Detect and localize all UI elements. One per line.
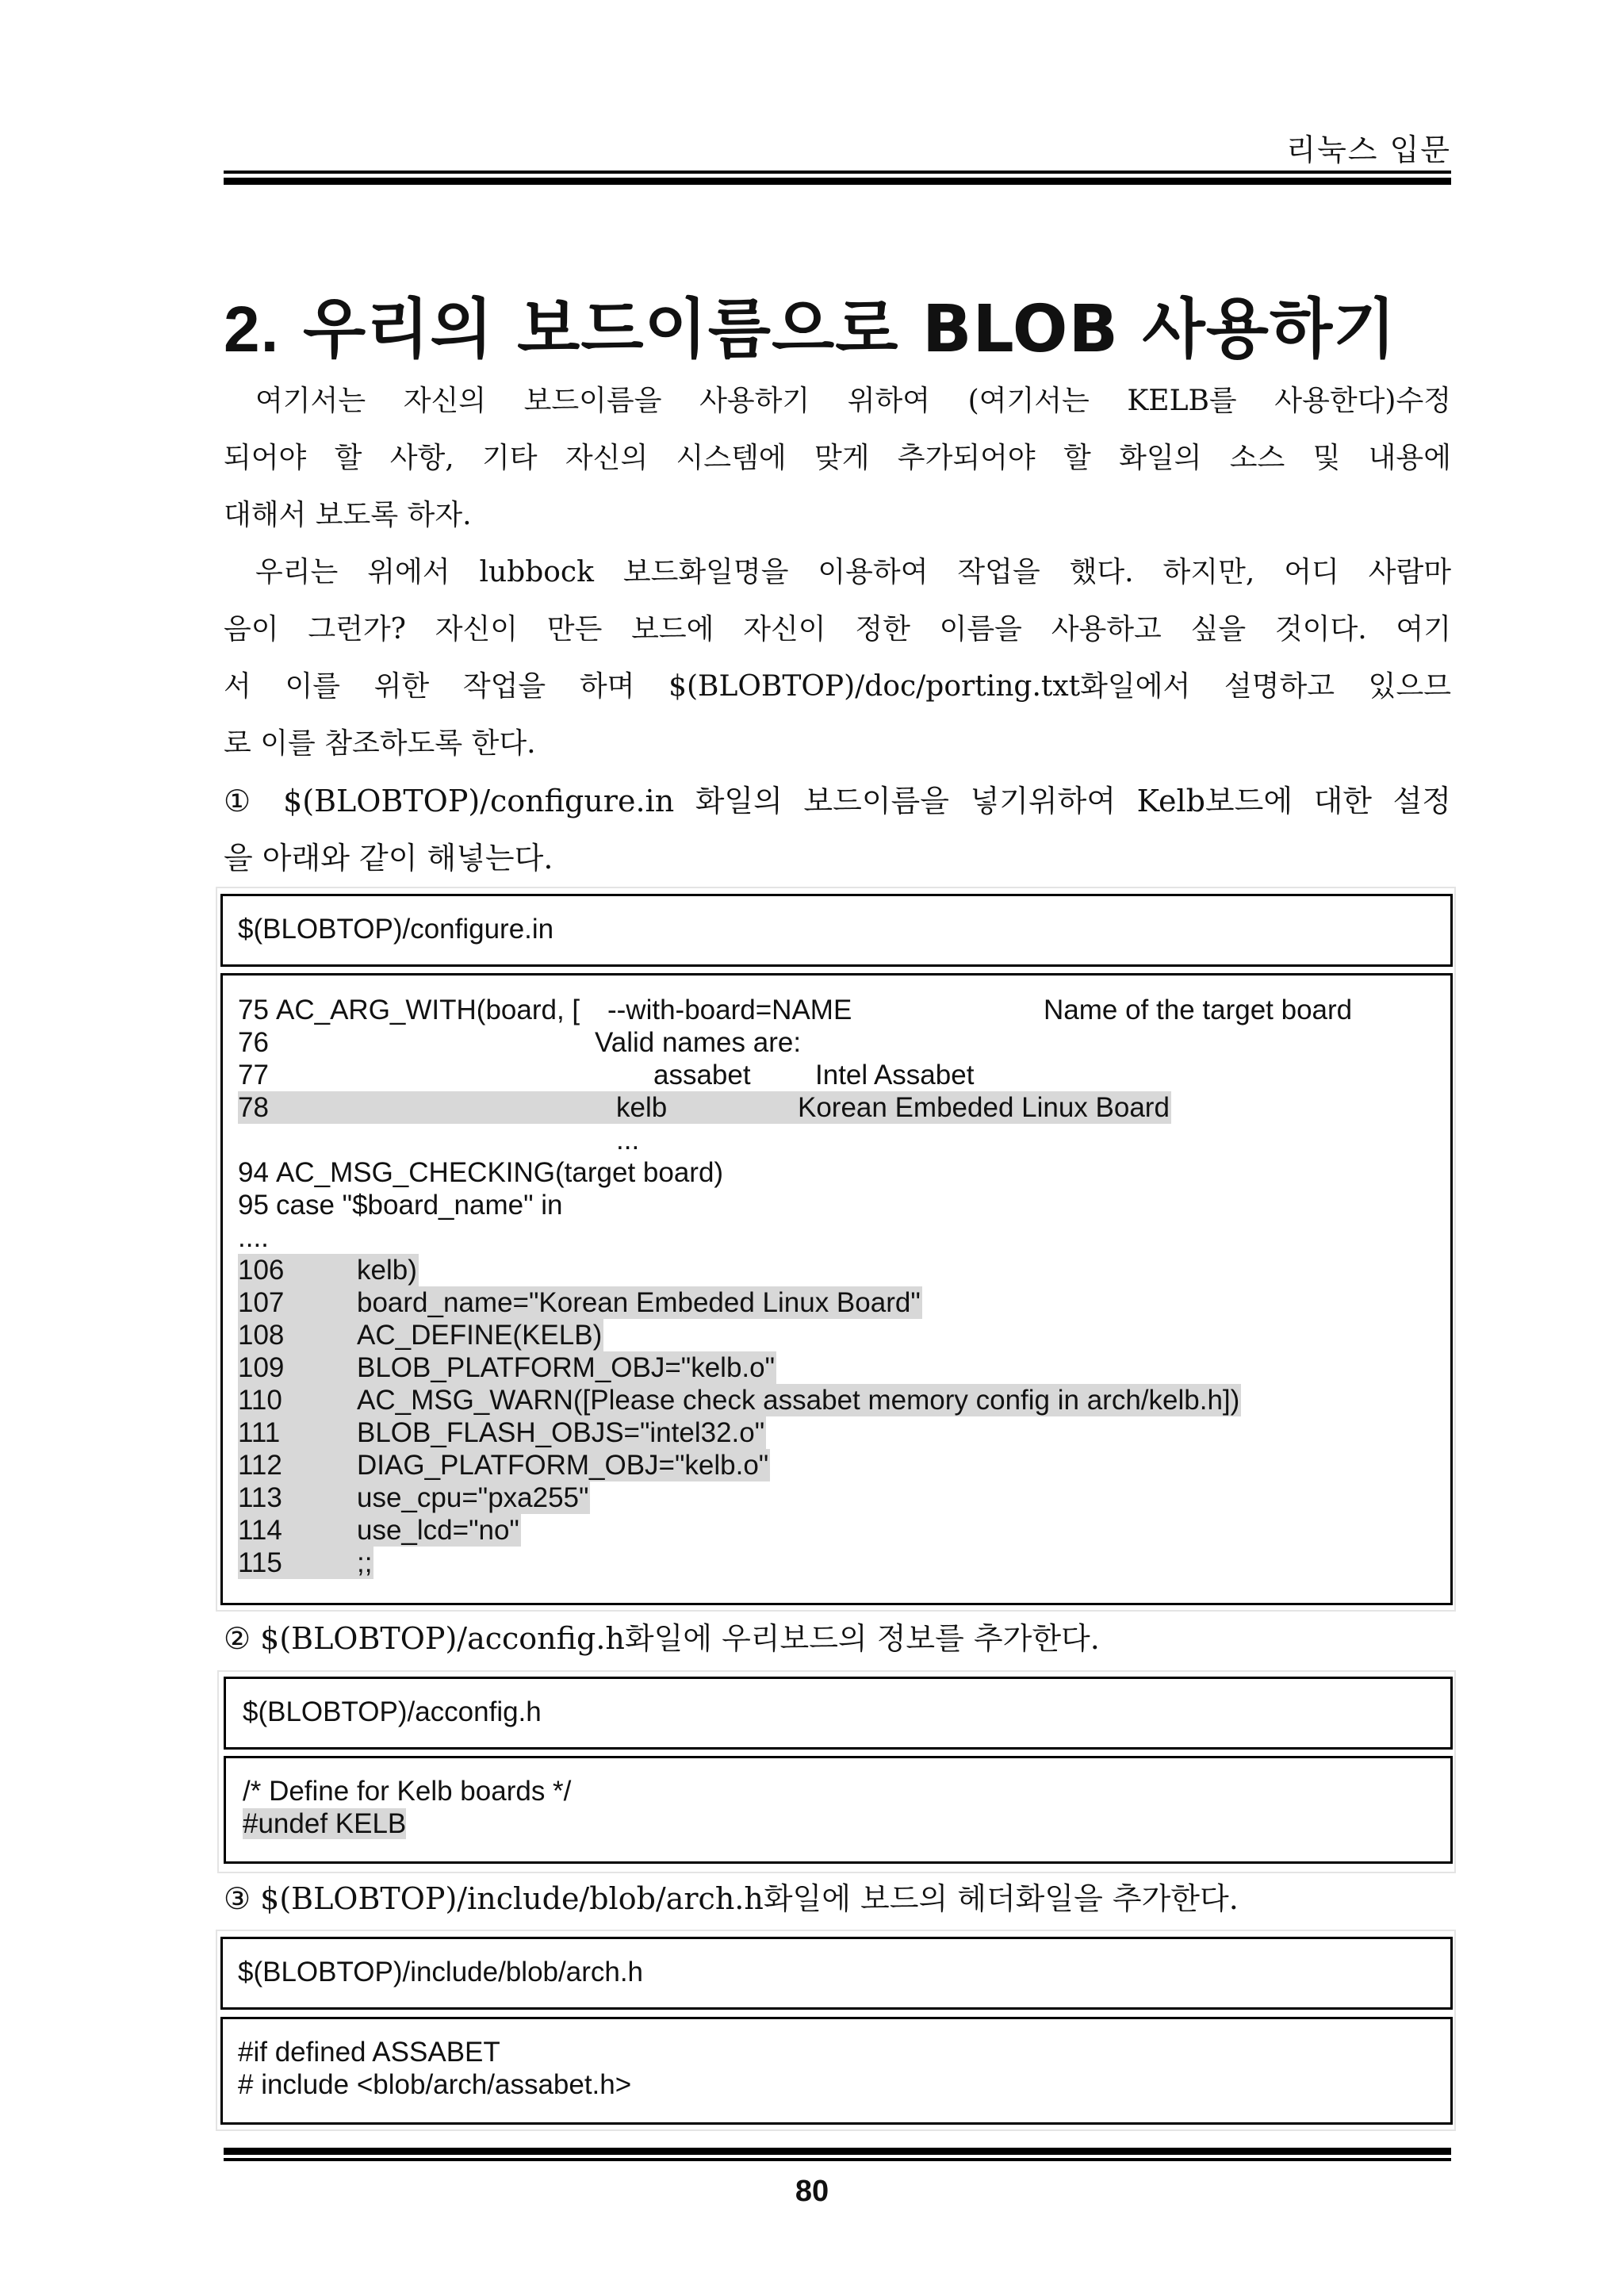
code-text: #if defined ASSABET bbox=[238, 2037, 500, 2068]
code-line bbox=[238, 1449, 1427, 1481]
code-line bbox=[238, 1189, 1427, 1221]
code-text: Intel Assabet bbox=[815, 1060, 975, 1091]
section-number: 2. bbox=[224, 293, 280, 366]
footer-rule-top bbox=[224, 2148, 1451, 2155]
acconfig-file-label: $(BLOBTOP)/acconfig.h bbox=[243, 1696, 542, 1727]
paragraph-line: 대해서 보도록 하자. bbox=[224, 499, 472, 531]
code-text: AC_MSG_WARN([Please check assabet memory config in arch/kelb.h]) bbox=[357, 1385, 1240, 1416]
code-line-number: 113 bbox=[238, 1482, 282, 1513]
arch-h-code bbox=[238, 2036, 1427, 2107]
code-line-number: 76 bbox=[238, 1027, 269, 1058]
code-text: BLOB_PLATFORM_OBJ="kelb.o" bbox=[357, 1352, 776, 1383]
section-title-text: 우리의 보드이름으로 BLOB 사용하기 bbox=[302, 292, 1397, 367]
step-1-instruction bbox=[224, 772, 1451, 887]
paragraph-line: 여기서는 자신의 보드이름을 사용하기 위하여 (여기서는 KELB를 사용한다)수정 bbox=[255, 385, 1451, 417]
step-line: ③ $(BLOBTOP)/include/blob/arch.h화일에 보드의 헤더화일을 추가한다. bbox=[224, 1881, 1239, 1916]
configure-in-file-box bbox=[220, 894, 1453, 967]
code-text: # include <blob/arch/assabet.h> bbox=[238, 2069, 632, 2100]
step-line: 을 아래와 같이 해넣는다. bbox=[224, 841, 553, 876]
code-line bbox=[238, 1124, 1427, 1156]
code-line bbox=[238, 1416, 1427, 1449]
code-line-number: 107 bbox=[238, 1287, 285, 1318]
code-line-number: 109 bbox=[238, 1352, 285, 1383]
code-text: --with-board=NAME bbox=[607, 995, 852, 1025]
code-text: assabet bbox=[653, 1060, 751, 1091]
acconfig-code-box bbox=[224, 1756, 1453, 1864]
code-text: kelb) bbox=[357, 1255, 417, 1286]
code-line-number: 78 bbox=[238, 1092, 269, 1123]
code-line-number: 110 bbox=[238, 1385, 282, 1416]
code-line-number: 114 bbox=[238, 1515, 282, 1546]
code-text: kelb bbox=[616, 1092, 668, 1123]
code-line bbox=[238, 1384, 1427, 1416]
code-text: board_name="Korean Embeded Linux Board" bbox=[357, 1287, 921, 1318]
step-2-instruction bbox=[224, 1610, 1451, 1667]
configure-in-code bbox=[238, 994, 1427, 1596]
code-text: Name of the target board bbox=[1044, 995, 1353, 1025]
header-rule-bottom bbox=[224, 178, 1451, 185]
code-line-number: 106 bbox=[238, 1255, 285, 1286]
code-line-number: 111 bbox=[238, 1417, 281, 1448]
code-line-number: 112 bbox=[238, 1450, 282, 1481]
code-line-number: 75 bbox=[238, 995, 269, 1025]
code-text: Korean Embeded Linux Board bbox=[798, 1092, 1170, 1123]
paragraph-line: 서 이를 위한 작업을 하며 $(BLOBTOP)/doc/porting.txt화일에서 설명하고 있으므 bbox=[224, 670, 1451, 703]
configure-in-code-box bbox=[220, 973, 1453, 1605]
code-text: ;; bbox=[357, 1547, 373, 1578]
code-line bbox=[238, 1254, 1427, 1286]
code-line-number: .... bbox=[238, 1222, 269, 1253]
paragraph-line: 음이 그런가? 자신이 만든 보드에 자신이 정한 이름을 사용하고 싶을 것이다. 여기 bbox=[224, 613, 1451, 646]
code-line bbox=[238, 1221, 1427, 1254]
code-line bbox=[238, 1059, 1427, 1091]
code-text: AC_ARG_WITH(board, [ bbox=[276, 995, 580, 1025]
arch-h-file-label: $(BLOBTOP)/include/blob/arch.h bbox=[238, 1957, 644, 1987]
code-text: /* Define for Kelb boards */ bbox=[243, 1776, 572, 1807]
arch-h-file-box bbox=[220, 1937, 1453, 2010]
code-text: #undef KELB bbox=[243, 1808, 407, 1839]
code-line bbox=[238, 1514, 1427, 1547]
code-text: ... bbox=[616, 1125, 640, 1156]
paragraph-line: 우리는 위에서 lubbock 보드화일명을 이용하여 작업을 했다. 하지만, 어디 사람마 bbox=[255, 556, 1451, 588]
paragraph-explanation bbox=[224, 544, 1451, 772]
code-text: case "$board_name" in bbox=[276, 1190, 563, 1221]
code-line-number: 94 bbox=[238, 1157, 269, 1188]
paragraph-intro bbox=[224, 373, 1451, 544]
page-number: 80 bbox=[795, 2175, 829, 2208]
code-line-number: 77 bbox=[238, 1060, 269, 1091]
code-line bbox=[238, 1319, 1427, 1351]
code-text: DIAG_PLATFORM_OBJ="kelb.o" bbox=[357, 1450, 769, 1481]
acconfig-code bbox=[243, 1775, 1432, 1846]
code-text: Valid names are: bbox=[595, 1027, 802, 1058]
step-line: ① $(BLOBTOP)/configure.in 화일의 보드이름을 넣기위하여 Kelb보드에 대한 설정 bbox=[224, 784, 1451, 818]
paragraph-line: 되어야 할 사항, 기타 자신의 시스템에 맞게 추가되어야 할 화일의 소스 및 내용에 bbox=[224, 442, 1451, 474]
step-line: ② $(BLOBTOP)/acconfig.h화일에 우리보드의 정보를 추가한다. bbox=[224, 1621, 1100, 1656]
code-text: use_lcd="no" bbox=[357, 1515, 519, 1546]
header-rule-top bbox=[224, 171, 1451, 174]
section-title bbox=[224, 278, 1396, 370]
code-line bbox=[238, 2036, 500, 2068]
code-text: AC_MSG_CHECKING(target board) bbox=[276, 1157, 724, 1188]
code-line-number: 115 bbox=[238, 1547, 282, 1578]
code-line bbox=[243, 1807, 406, 1840]
code-line bbox=[238, 2068, 631, 2101]
code-text: BLOB_FLASH_OBJS="intel32.o" bbox=[357, 1417, 765, 1448]
code-line bbox=[238, 994, 1427, 1026]
configure-in-file-label: $(BLOBTOP)/configure.in bbox=[238, 914, 554, 945]
code-line bbox=[238, 1286, 1427, 1319]
running-header: 리눅스 입문 bbox=[1286, 132, 1451, 167]
code-text: use_cpu="pxa255" bbox=[357, 1482, 589, 1513]
acconfig-file-box bbox=[224, 1677, 1453, 1750]
code-line bbox=[238, 1481, 1427, 1514]
code-line-number: 95 bbox=[238, 1190, 269, 1221]
code-line bbox=[238, 1547, 1427, 1579]
arch-h-code-box bbox=[220, 2017, 1453, 2125]
code-line bbox=[238, 1091, 1427, 1124]
code-line bbox=[238, 1156, 1427, 1189]
step-3-instruction bbox=[224, 1870, 1451, 1927]
code-line bbox=[238, 1351, 1427, 1384]
code-text: AC_DEFINE(KELB) bbox=[357, 1320, 603, 1351]
code-line-number: 108 bbox=[238, 1320, 285, 1351]
paragraph-line: 로 이를 참조하도록 한다. bbox=[224, 727, 536, 760]
footer-rule-bottom bbox=[224, 2158, 1451, 2161]
code-line bbox=[243, 1775, 571, 1807]
code-line bbox=[238, 1026, 1427, 1059]
